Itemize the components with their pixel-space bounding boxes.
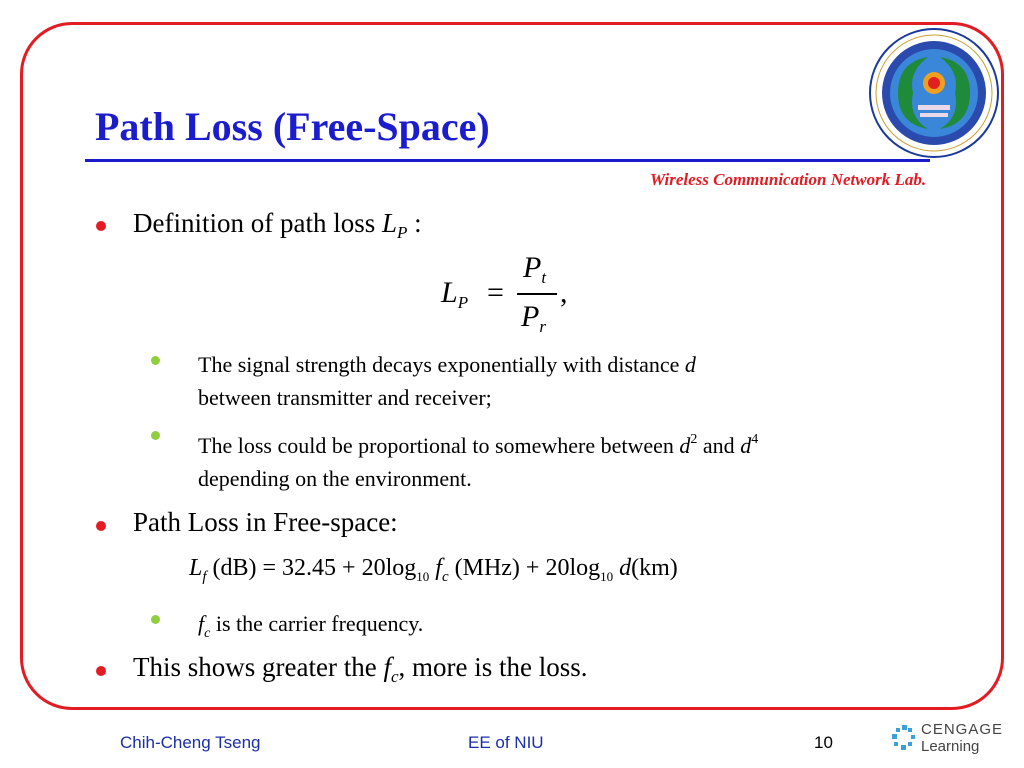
sub-bullet-signal-decay: The signal strength decays exponentially with distance d between transmitter and receiver; [198, 352, 696, 410]
footer-department: EE of NIU [468, 733, 544, 752]
sub-bullet-loss-proportional: The loss could be proportional to somewhere between $d^2$ and $d^4$ depending on the environment. [198, 432, 759, 491]
cengage-logo-icon [889, 724, 919, 754]
bullet-dot [96, 666, 106, 676]
sub-bullet-carrier-frequency: $f_c$ is the carrier frequency. [198, 611, 424, 641]
bullet-definition: Definition of path loss $L_P$ : [133, 208, 422, 242]
slide-title: Path Loss (Free-Space) [95, 104, 490, 149]
bullet-greater-fc: This shows greater the $f_c$, more is the loss. [133, 652, 588, 686]
bullet-dot [96, 521, 106, 531]
sub-bullet-dot [151, 356, 160, 365]
publisher-logo-text: CENGAGE Learning [921, 721, 1004, 755]
university-logo-seal [868, 27, 1000, 159]
equation-free-space-loss: $L_f$ $(dB) = 32.45 + 20\log_{10}$ $f_c$ $(MHz) + 20\log_{10}$ d(km) [189, 555, 678, 585]
sub-bullet-dot [151, 615, 160, 624]
lab-name: Wireless Communication Network Lab. [650, 170, 927, 189]
bullet-free-space: Path Loss in Free-space: [133, 507, 398, 537]
title-underline [85, 159, 930, 162]
footer-author: Chih-Cheng Tseng [120, 733, 261, 752]
sub-bullet-dot [151, 431, 160, 440]
bullet-dot [96, 221, 106, 231]
page-number: 10 [814, 733, 833, 752]
